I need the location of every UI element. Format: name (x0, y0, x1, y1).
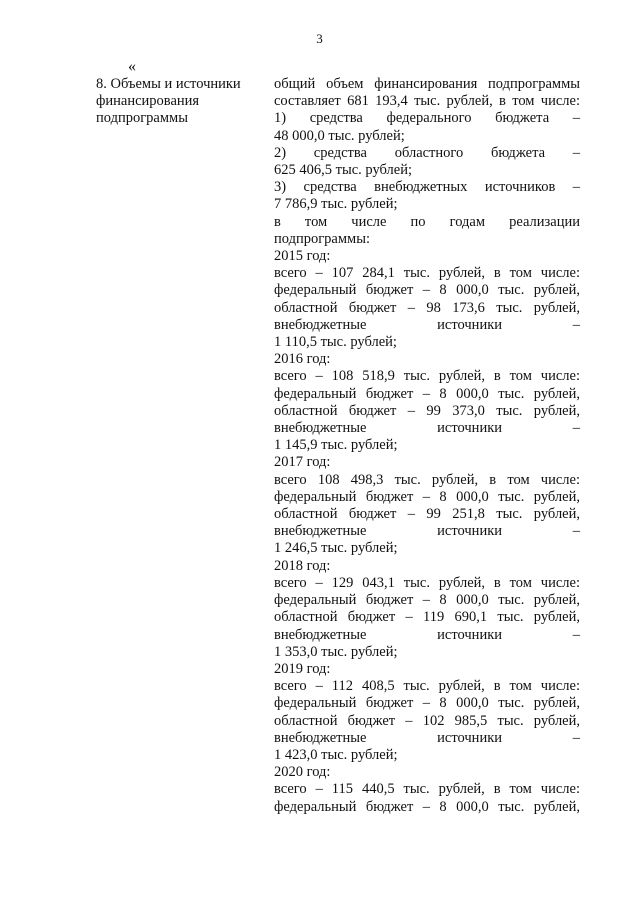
year-extrabudget-amount: 1 423,0 тыс. рублей; (274, 746, 398, 763)
year-extrabudget-amount: 1 110,5 тыс. рублей; (274, 334, 397, 351)
opening-quote-mark: « (128, 58, 136, 75)
year-extrabudget-amount: 1 246,5 тыс. рублей; (274, 540, 398, 557)
extrabudget-source-line: 3) средства внебюджетных источников – (274, 179, 580, 196)
year-regional: областной бюджет – 119 690,1 тыс. рублей, (274, 609, 580, 626)
year-federal: федеральный бюджет – 8 000,0 тыс. рублей, (274, 385, 580, 402)
year-regional: областной бюджет – 102 985,5 тыс. рублей, (274, 712, 580, 729)
by-years-line: в том числе по годам реализации (274, 213, 580, 230)
federal-source-line: 1) средства федерального бюджета – (274, 110, 580, 127)
regional-source-amount: 625 406,5 тыс. рублей; (274, 162, 412, 179)
year-federal: федеральный бюджет – 8 000,0 тыс. рублей, (274, 592, 580, 609)
regional-source-line: 2) средства областного бюджета – (274, 144, 580, 161)
summary-line: составляет 681 193,4 тыс. рублей, в том числе: (274, 93, 580, 110)
year-extrabudget: внебюджетные источники – (274, 420, 580, 437)
section-title-line: финансирования (96, 93, 200, 110)
year-total: всего – 108 518,9 тыс. рублей, в том числе: (274, 368, 580, 385)
year-total: всего – 112 408,5 тыс. рублей, в том числе: (274, 678, 580, 695)
year-federal: федеральный бюджет – 8 000,0 тыс. рублей, (274, 282, 580, 299)
page-number: 3 (316, 31, 323, 46)
year-extrabudget: внебюджетные источники – (274, 523, 580, 540)
year-extrabudget-amount: 1 353,0 тыс. рублей; (274, 643, 398, 660)
year-total: всего 108 498,3 тыс. рублей, в том числе: (274, 471, 580, 488)
year-regional: областной бюджет – 98 173,6 тыс. рублей, (274, 299, 580, 316)
federal-source-amount: 48 000,0 тыс. рублей; (274, 127, 405, 144)
year-heading: 2019 год: (274, 660, 331, 677)
summary-line: общий объем финансирования подпрограммы (274, 76, 580, 92)
year-extrabudget: внебюджетные источники – (274, 316, 580, 333)
year-total: всего – 115 440,5 тыс. рублей, в том числе: (274, 781, 580, 798)
year-regional: областной бюджет – 99 373,0 тыс. рублей, (274, 402, 580, 419)
by-years-line: подпрограммы: (274, 230, 370, 247)
section-title-line: подпрограммы (96, 110, 188, 127)
year-heading: 2017 год: (274, 454, 331, 471)
year-total: всего – 129 043,1 тыс. рублей, в том числе: (274, 574, 580, 591)
year-heading: 2020 год: (274, 764, 331, 781)
year-federal: федеральный бюджет – 8 000,0 тыс. рублей, (274, 798, 580, 815)
financing-details (274, 76, 580, 816)
extrabudget-source-amount: 7 786,9 тыс. рублей; (274, 196, 398, 213)
year-total: всего – 107 284,1 тыс. рублей, в том числе: (274, 265, 580, 282)
year-federal: федеральный бюджет – 8 000,0 тыс. рублей, (274, 488, 580, 505)
section-title-line: 8. Объемы и источники (96, 76, 241, 92)
year-extrabudget: внебюджетные источники – (274, 626, 580, 643)
year-extrabudget: внебюджетные источники – (274, 729, 580, 746)
year-federal: федеральный бюджет – 8 000,0 тыс. рублей, (274, 695, 580, 712)
section-title (96, 76, 266, 128)
year-heading: 2015 год: (274, 248, 331, 265)
year-extrabudget-amount: 1 145,9 тыс. рублей; (274, 437, 398, 454)
year-heading: 2018 год: (274, 557, 331, 574)
year-regional: областной бюджет – 99 251,8 тыс. рублей, (274, 506, 580, 523)
year-heading: 2016 год: (274, 351, 331, 368)
